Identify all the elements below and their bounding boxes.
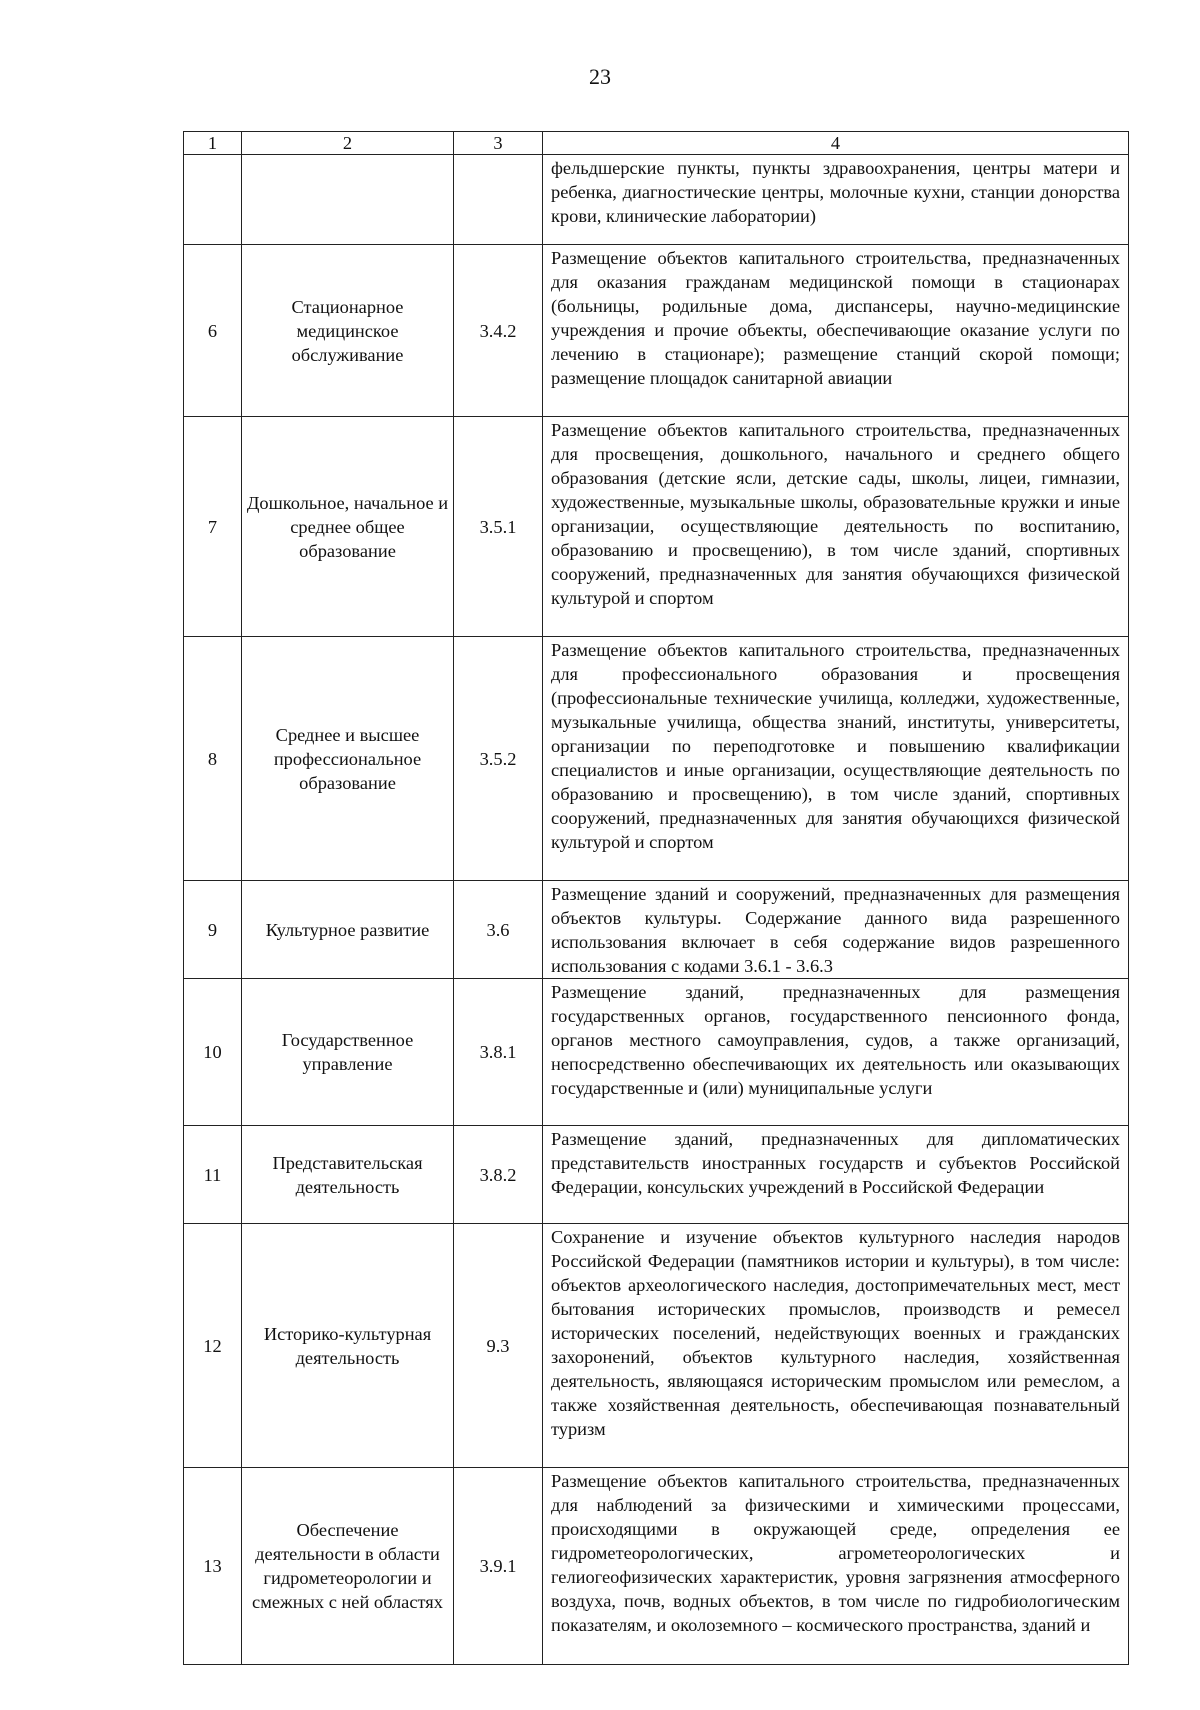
row-number: 12	[184, 1224, 242, 1468]
row-name: Историко-культурная деятельность	[242, 1224, 454, 1468]
page-number: 23	[589, 64, 611, 89]
row-description	[543, 881, 1129, 979]
row-code: 3.6	[454, 881, 543, 979]
row-description-text: Размещение объектов капитального строительства, предназначенных для оказания гражданам медицинской помощи в стационарах (больницы, родильные дома, диспансеры, научно-медицинские учреждения и прочие объекты, обеспечивающие оказание услуги по лечению в стационаре); размещение станций скорой помощи; размещение площадок санитарной авиации	[551, 248, 1120, 388]
table-row	[184, 155, 1129, 245]
header-col-2: 2	[242, 132, 454, 155]
row-number: 13	[184, 1468, 242, 1665]
table-row	[184, 1468, 1129, 1665]
row-code: 3.8.1	[454, 979, 543, 1126]
row-description	[543, 979, 1129, 1126]
row-description	[543, 1224, 1129, 1468]
row-code: 3.5.2	[454, 637, 543, 881]
land-use-table	[183, 131, 1129, 1665]
row-number	[184, 155, 242, 245]
header-col-1: 1	[184, 132, 242, 155]
row-code	[454, 155, 543, 245]
row-description	[543, 1468, 1129, 1665]
row-number: 7	[184, 417, 242, 637]
row-name	[242, 155, 454, 245]
row-number: 6	[184, 245, 242, 417]
row-description-text: Размещение объектов капитального строительства, предназначенных для профессионального образования и просвещения (профессиональные технические училища, колледжи, художественные, музыкальные училища, общества знаний, институты, университеты, организации по переподготовке и повышению квалификации специалистов и иные организации, осуществляющие деятельность по образованию и просвещению), в том числе зданий, спортивных сооружений, предназначенных для занятия обучающихся физической культурой и спортом	[551, 640, 1120, 852]
row-description	[543, 155, 1129, 245]
table-row	[184, 637, 1129, 881]
table-row	[184, 417, 1129, 637]
row-name: Представительская деятельность	[242, 1126, 454, 1224]
table-row	[184, 979, 1129, 1126]
row-description-text: Размещение зданий, предназначенных для размещения государственных органов, государственного пенсионного фонда, органов местного самоуправления, судов, а также организаций, непосредственно обеспечивающих их деятельность или оказывающих государственные и (или) муниципальные услуги	[551, 982, 1120, 1098]
table-row	[184, 245, 1129, 417]
row-description	[543, 417, 1129, 637]
header-row	[184, 132, 1129, 155]
row-number: 8	[184, 637, 242, 881]
row-name: Среднее и высшее профессиональное образование	[242, 637, 454, 881]
row-name: Стационарное медицинское обслуживание	[242, 245, 454, 417]
row-description	[543, 637, 1129, 881]
row-number: 11	[184, 1126, 242, 1224]
row-description	[543, 245, 1129, 417]
row-number: 9	[184, 881, 242, 979]
row-code: 3.5.1	[454, 417, 543, 637]
row-description-text: Размещение объектов капитального строительства, предназначенных для просвещения, дошкольного, начального и среднего общего образования (детские ясли, детские сады, школы, лицеи, гимназии, художественные, музыкальные школы, образовательные кружки и иные организации, осуществляющие деятельность по воспитанию, образованию и просвещению), в том числе зданий, спортивных сооружений, предназначенных для занятия обучающихся физической культурой и спортом	[551, 420, 1120, 608]
row-code: 3.9.1	[454, 1468, 543, 1665]
row-name: Обеспечение деятельности в области гидрометеорологии и смежных с ней областях	[242, 1468, 454, 1665]
row-code: 3.8.2	[454, 1126, 543, 1224]
row-name: Государственное управление	[242, 979, 454, 1126]
row-name: Культурное развитие	[242, 881, 454, 979]
row-description-text: Сохранение и изучение объектов культурного наследия народов Российской Федерации (памятников истории и культуры), в том числе: объектов археологического наследия, достопримечательных мест, мест бытования исторических промыслов, производств и ремесел исторических поселений, недействующих военных и гражданских захоронений, объектов культурного наследия, хозяйственная деятельность, являющаяся историческим промыслом или ремеслом, а также хозяйственная деятельность, обеспечивающая познавательный туризм	[551, 1227, 1120, 1439]
row-description-text: фельдшерские пункты, пункты здравоохранения, центры матери и ребенка, диагностические центры, молочные кухни, станции донорства крови, клинические лаборатории)	[551, 158, 1120, 226]
header-col-4: 4	[543, 132, 1129, 155]
row-number: 10	[184, 979, 242, 1126]
row-description-text: Размещение объектов капитального строительства, предназначенных для наблюдений за физическими и химическими процессами, происходящими в окружающей среде, определения ее гидрометеорологических, агрометеорологических и гелиогеофизических характеристик, уровня загрязнения атмосферного воздуха, почв, водных объектов, в том числе по гидробиологическим показателям, и околоземного – космического пространства, зданий и	[551, 1471, 1120, 1635]
row-name: Дошкольное, начальное и среднее общее образование	[242, 417, 454, 637]
row-code: 3.4.2	[454, 245, 543, 417]
row-description-text: Размещение зданий, предназначенных для дипломатических представительств иностранных государств и субъектов Российской Федерации, консульских учреждений в Российской Федерации	[551, 1129, 1120, 1197]
row-description	[543, 1126, 1129, 1224]
table-row	[184, 1126, 1129, 1224]
row-description-text: Размещение зданий и сооружений, предназначенных для размещения объектов культуры. Содержание данного вида разрешенного использования включает в себя содержание видов разрешенного использования с кодами 3.6.1 - 3.6.3	[551, 884, 1120, 976]
header-col-3: 3	[454, 132, 543, 155]
row-code: 9.3	[454, 1224, 543, 1468]
table-row	[184, 881, 1129, 979]
table-row	[184, 1224, 1129, 1468]
